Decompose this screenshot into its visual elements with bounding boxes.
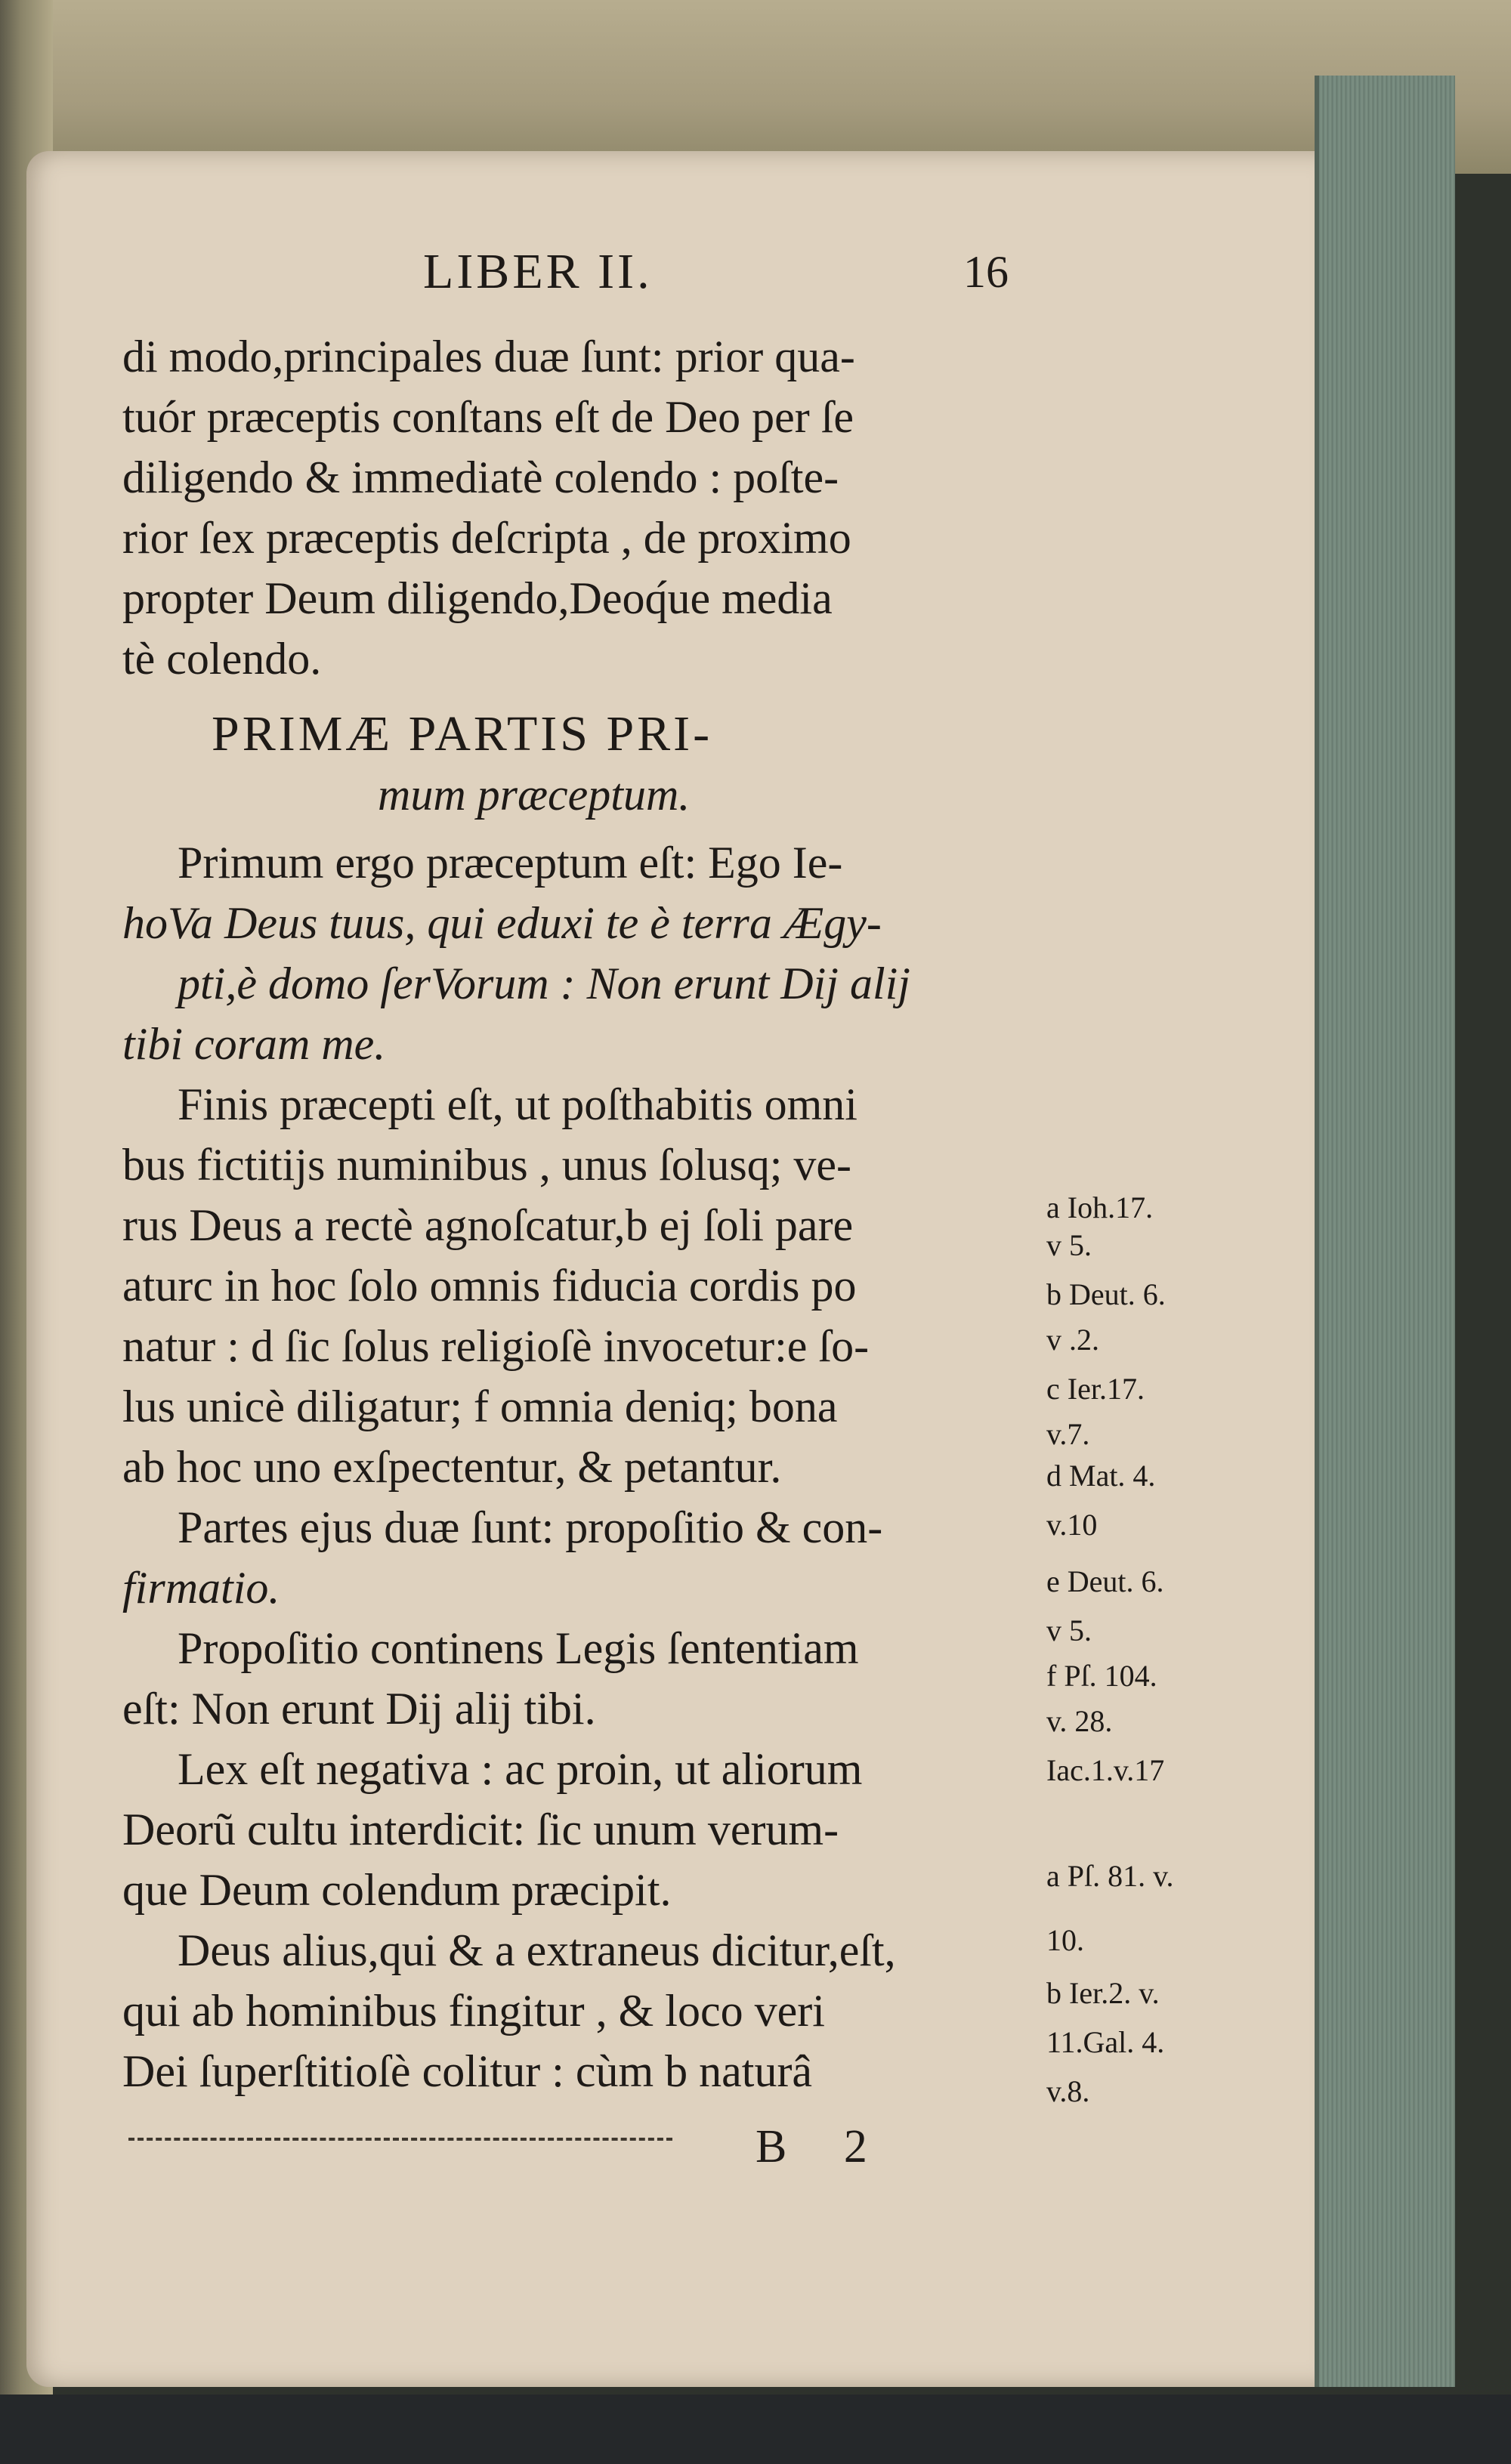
body-line: propter Deum diligendo,Deoq́ue media <box>122 573 833 623</box>
signature-mark: B 2 <box>756 2121 890 2172</box>
paragraph-line: Dei ſuperſtitioſè colitur : cùm b naturâ <box>122 2046 813 2096</box>
margin-note: v .2. <box>1046 1323 1099 1357</box>
paragraph-line: Finis præcepti eſt, ut poſthabitis omni <box>178 1079 857 1129</box>
paragraph-line: Propoſitio continens Legis ſententiam <box>178 1623 859 1673</box>
margin-note: a Pſ. 81. v. <box>1046 1859 1174 1893</box>
paragraph-line: aturc in hoc ſolo omnis fiducia cordis po <box>122 1261 857 1311</box>
margin-note: f Pſ. 104. <box>1046 1659 1157 1693</box>
footnote-rule <box>128 2138 672 2141</box>
paragraph-line: bus fictitijs numinibus , unus ſolusq; ve- <box>122 1140 852 1190</box>
margin-note: b Deut. 6. <box>1046 1277 1166 1311</box>
paragraph-line: rus Deus a rectè agnoſcatur,b ej ſoli pare <box>122 1200 854 1250</box>
paragraph-line: que Deum colendum præcipit. <box>122 1865 672 1915</box>
page-fore-edge <box>1315 76 1455 2387</box>
margin-note: d Mat. 4. <box>1046 1459 1156 1493</box>
body-line: rior ſex præceptis deſcripta , de proximo <box>122 513 851 563</box>
paragraph-line: firmatio. <box>122 1563 280 1613</box>
paragraph-line: Deorũ cultu interdicit: ſic unum verum- <box>122 1805 839 1854</box>
margin-note: Iac.1.v.17 <box>1046 1753 1165 1787</box>
margin-note: c Ier.17. <box>1046 1372 1145 1406</box>
paragraph-line: Lex eſt negativa : ac proin, ut aliorum <box>178 1744 863 1794</box>
running-title: LIBER II. <box>423 244 653 299</box>
body-line: tè colendo. <box>122 634 322 684</box>
page-number: 16 <box>963 247 1009 297</box>
margin-note: e Deut. 6. <box>1046 1564 1164 1598</box>
paragraph-line: Partes ejus duæ ſunt: propoſitio & con- <box>178 1502 883 1552</box>
section-heading: PRIMÆ PARTIS PRI- <box>212 706 713 761</box>
paragraph-line: natur : d ſic ſolus religioſè invocetur:e ſo- <box>122 1321 870 1371</box>
paragraph-line: pti,è domo ſerVorum : Non erunt Dij alij <box>178 959 910 1008</box>
paragraph-line: lus unicè diligatur; f omnia deniq; bona <box>122 1382 838 1431</box>
paragraph-line: hoVa Deus tuus, qui eduxi te è terra Ægy- <box>122 898 882 948</box>
margin-note: 10. <box>1046 1923 1084 1957</box>
paragraph-line: ab hoc uno exſpectentur, & petantur. <box>122 1442 782 1492</box>
margin-note: 11.Gal. 4. <box>1046 2025 1165 2059</box>
book-cover-top <box>0 0 1511 174</box>
body-line: di modo,principales duæ ſunt: prior qua- <box>122 332 855 381</box>
paragraph-line: qui ab hominibus fingitur , & loco veri <box>122 1986 825 2036</box>
margin-note: v.8. <box>1046 2074 1090 2108</box>
margin-note: v.10 <box>1046 1508 1098 1542</box>
margin-note: v.7. <box>1046 1417 1090 1451</box>
body-line: tuór præceptis conſtans eſt de Deo per ſe <box>122 392 854 442</box>
margin-note: b Ier.2. v. <box>1046 1976 1160 2010</box>
body-line: diligendo & immediatè colendo : poſte- <box>122 452 839 502</box>
paragraph-line: Primum ergo præceptum eſt: Ego Ie- <box>178 838 843 888</box>
paragraph-line: Deus alius,qui & a extraneus dicitur,eſt, <box>178 1925 896 1975</box>
margin-note: a Ioh.17. <box>1046 1190 1154 1224</box>
book-bottom-shadow <box>0 2395 1511 2464</box>
margin-note: v. 28. <box>1046 1704 1113 1738</box>
margin-note: v 5. <box>1046 1613 1092 1647</box>
section-subheading: mum præceptum. <box>378 770 691 820</box>
paragraph-line: eſt: Non erunt Dij alij tibi. <box>122 1684 596 1734</box>
paragraph-line: tibi coram me. <box>122 1019 386 1069</box>
margin-note: v 5. <box>1046 1228 1092 1262</box>
